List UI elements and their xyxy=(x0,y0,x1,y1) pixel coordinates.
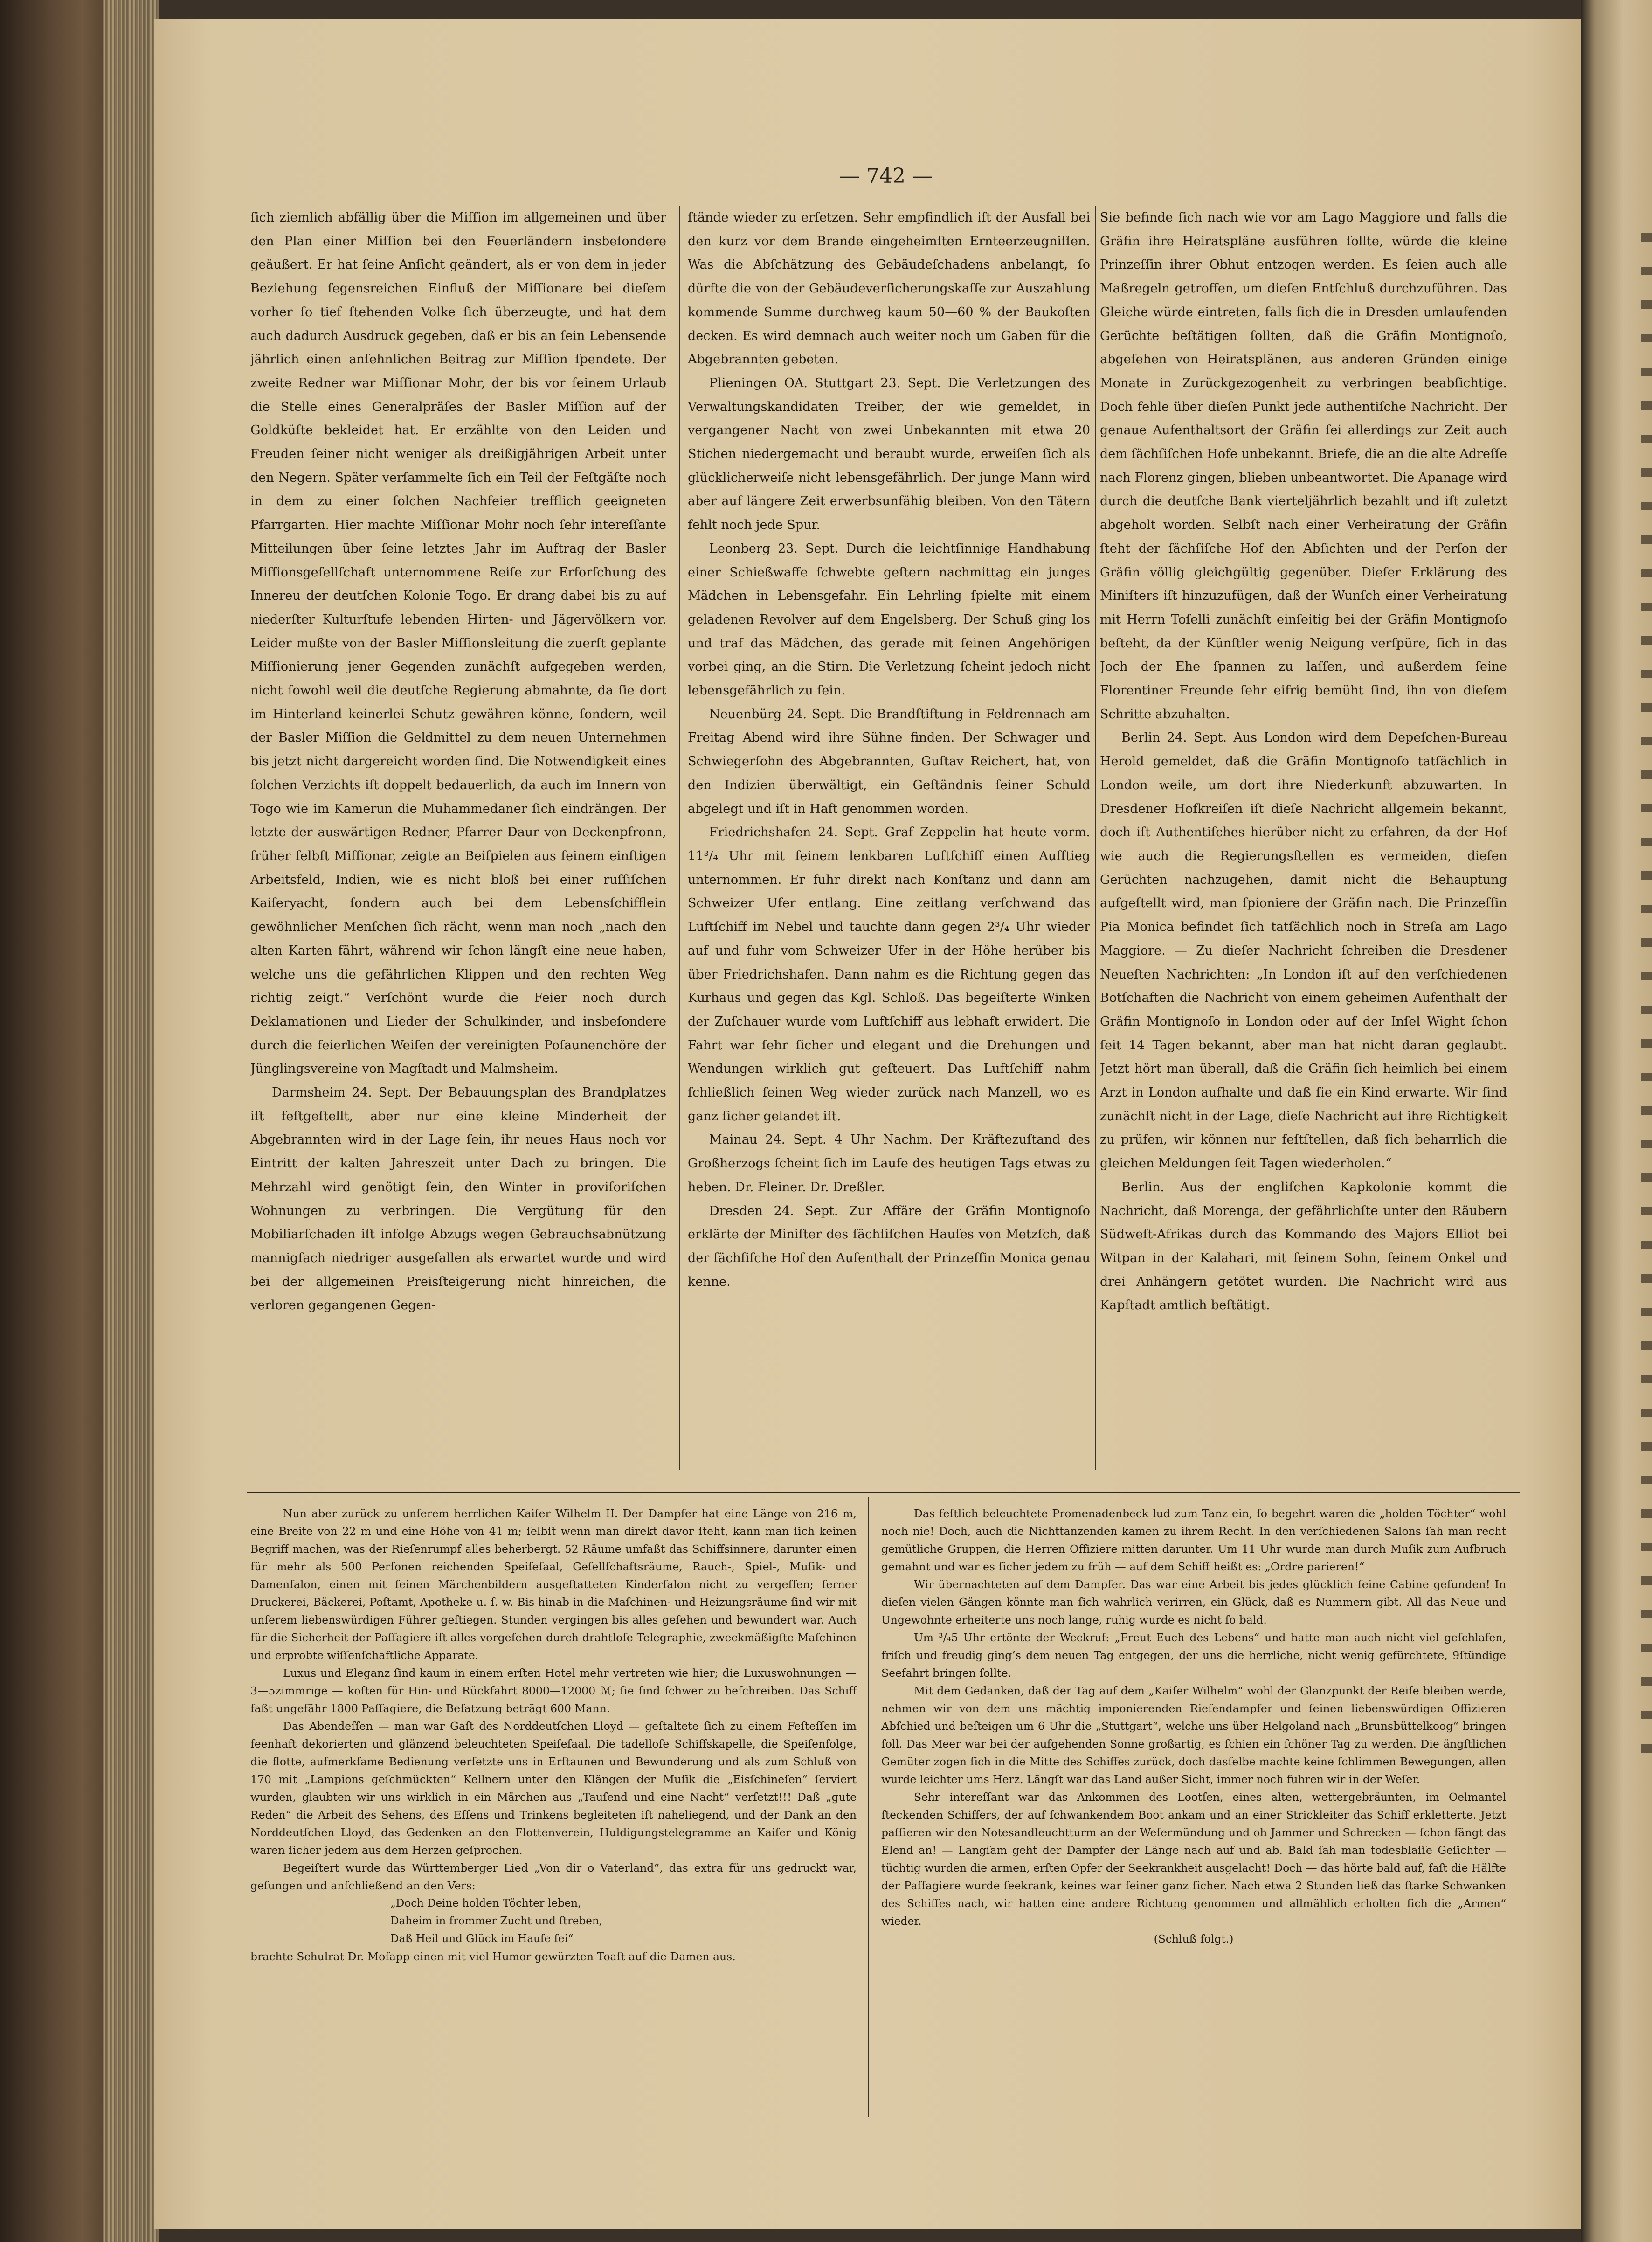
article-column-2 xyxy=(688,206,1090,1456)
feuilleton-column-left xyxy=(250,1505,857,2139)
verse-line: „Doch Deine holden Töchter leben, xyxy=(390,1897,581,1909)
verse-line: Daß Heil und Glück im Hauſe ſei“ xyxy=(390,1933,574,1945)
paragraph: Neuenbürg 24. Sept. Die Brandſtiftung in Feldrennach am Freitag Abend wird ihre Sühne finden. Der Schwager und Schwiegerſohn des Abgebrannten, Guſtav Reichert, hat, von den Indizien überwältigt, ein Geſtändnis ſeiner Schuld abgelegt und iſt in Haft genommen worden. xyxy=(688,707,1090,816)
paragraph: ſich ziemlich abfällig über die Miſſion im allgemeinen und über den Plan einer Miſſion bei den Feuerländern insbeſondere geäußert. Er hat ſeine Anſicht geändert, als er von dem in jeder Beziehung ſegensreichen Einfluß der Miſſionare bei dieſem vorher ſo tief ſtehenden Volke ſich überzeugte, und hat dem auch dadurch Ausdruck gegeben, daß er bis an ſein Lebensende jährlich einen anſehnlichen Beitrag zur Miſſion ſpendete. Der zweite Redner war Miſſionar Mohr, der bis vor ſeinem Urlaub die Stelle eines Generalpräſes der Basler Miſſion auf der Goldküſte bekleidet hat. Er erzählte von den Leiden und Freuden ſeiner nicht weniger als dreißigjährigen Arbeit unter den Negern. Später verſammelte ſich ein Teil der Feſtgäſte noch in dem zu einer ſolchen Nachfeier trefflich geeigneten Pfarrgarten. Hier machte Miſſionar Mohr noch ſehr intereſſante Mitteilungen über ſeine letztes Jahr im Auftrag der Basler Miſſionsgeſellſchaft unternommene Reiſe zur Erforſchung des Innereu der deutſchen Kolonie Togo. Er drang dabei bis zu auf niederſter Kulturſtufe lebenden Hirten- und Jägervölkern vor. Leider mußte von der Basler Miſſionsleitung die zuerſt geplante Miſſionierung jener Gegenden zunächſt aufgegeben werden, nicht ſowohl weil die deutſche Regierung abmahnte, da ſie dort im Hinterland keinerlei Schutz gewähren könne, ſondern, weil der Basler Miſſion die Geldmittel zu dem neuen Unternehmen bis jetzt nicht dargereicht worden ſind. Die Notwendigkeit eines ſolchen Verzichts iſt doppelt bedauerlich, da auch im Innern von Togo wie im Kamerun die Muhammedaner ſich eindrängen. Der letzte der auswärtigen Redner, Pfarrer Daur von Deckenpfronn, früher ſelbſt Miſſionar, zeigte an Beiſpielen aus ſeinem einſtigen Arbeitsfeld, Indien, wie es nicht bloß bei einer ruſſiſchen Kaiſeryacht, ſondern auch bei dem Lebensſchifflein gewöhnlicher Menſchen ſich rächt, wenn man noch „nach den alten Karten fährt, während wir ſchon längſt eine neue haben, welche uns die gefährlichen Klippen und den rechten Weg richtig zeigt.“ Verſchönt wurde die Feier noch durch Deklamationen und Lieder der Schulkinder, und insbeſondere durch die feierlichen Weiſen der vereinigten Poſaunenchöre der Jünglingsvereine von Magſtadt und Malmsheim. xyxy=(250,210,666,1076)
paragraph: Sehr intereſſant war das Ankommen des Lootſen, eines alten, wettergebräunten, im Oelmantel ſteckenden Schiffers, der auf ſchwankendem Boot ankam und an einer Strickleiter das Schiff erkletterte. Jetzt paſſieren wir den Notesandleuchtturm an der Weſermündung und oh Jammer und Schrecken — ſchon fängt das Elend an! — Langſam geht der Dampfer der Länge nach auf und ab. Bald ſah man todesblaſſe Geſichter — tüchtig wurden die armen, erſten Opfer der Seekrankheit ausgelacht! Doch — das hörte bald auf, faſt die Hälfte der Paſſagiere wurde ſeekrank, keines war ſeiner ganz ſicher. Nach etwa 2 Stunden ließ das ſtarke Schwanken des Schiffes nach, wir hatten eine andere Richtung genommen und allmählich erholten ſich die „Armen“ wieder. xyxy=(881,1791,1506,1928)
column-divider xyxy=(1095,206,1096,1470)
adjacent-page-text-strip xyxy=(1641,233,1652,1772)
feuilleton-column-divider xyxy=(868,1497,869,2117)
continuation-note: (Schluß folgt.) xyxy=(1154,1932,1234,1945)
page-edges xyxy=(103,0,159,2242)
paragraph: Dresden 24. Sept. Zur Affäre der Gräfin Montignoſo erklärte der Miniſter des ſächſiſchen Hauſes von Metzſch, daß der ſächſiſche Hof den Aufenthalt der Prinzeſſin Monica genau kenne. xyxy=(688,1203,1090,1289)
paragraph: brachte Schulrat Dr. Moſapp einen mit viel Humor gewürzten Toaſt auf die Damen aus. xyxy=(250,1950,736,1963)
paragraph: Nun aber zurück zu unſerem herrlichen Kaiſer Wilhelm II. Der Dampfer hat eine Länge von 216 m, eine Breite von 22 m und eine Höhe von 41 m; ſelbſt wenn man direkt davor ſteht, kann man ſich keinen Begriff machen, was der Rieſenrumpf alles beherbergt. 52 Räume umfaßt das Schiffsinnere, darunter einen für mehr als 500 Perſonen reichenden Speiſeſaal, Geſellſchaftsräume, Rauch-, Spiel-, Muſik- und Damenſalon, einen mit ſeinen Märchenbildern ausgeſtatteten Kinderſalon nicht zu vergeſſen; ferner Druckerei, Bäckerei, Poſtamt, Apotheke u. ſ. w. Bis hinab in die Maſchinen- und Heizungsräume ſind wir mit unſerem liebenswürdigen Führer geſtiegen. Stunden vergingen bis alles geſehen und bewundert war. Auch für die Sicherheit der Paſſagiere iſt alles vorgeſehen durch drahtloſe Telegraphie, zweckmäßigſte Maſchinen und erprobte wiſſenſchaftliche Apparate. xyxy=(250,1507,857,1662)
paragraph: Mainau 24. Sept. 4 Uhr Nachm. Der Kräftezuſtand des Großherzogs ſcheint ſich im Laufe des heutigen Tags etwas zu heben. Dr. Fleiner. Dr. Dreßler. xyxy=(688,1132,1090,1194)
article-column-3 xyxy=(1100,206,1507,1456)
paragraph: Wir übernachteten auf dem Dampfer. Das war eine Arbeit bis jedes glücklich ſeine Cabine gefunden! In dieſen vielen Gängen könnte man ſich wahrlich verirren, ein Glück, daß es Nummern gibt. All das Neue und Ungewohnte erheiterte uns noch lange, ruhig wurde es nicht ſo bald. xyxy=(881,1578,1506,1626)
article-column-1 xyxy=(250,206,666,1456)
paragraph: Sie befinde ſich nach wie vor am Lago Maggiore und falls die Gräfin ihre Heiratspläne ausführen ſollte, würde die kleine Prinzeſſin ihrer Obhut entzogen werden. Es ſeien auch alle Maßregeln getroffen, um dieſen Entſchluß durchzuführen. Das Gleiche würde eintreten, falls ſich die in Dresden umlaufenden Gerüchte beſtätigen ſollten, daß die Gräfin Montignoſo, abgeſehen von Heiratsplänen, aus anderen Gründen einige Monate in Zurückgezogenheit zu verbringen beabſichtige. Doch fehle über dieſen Punkt jede authentiſche Nachricht. Der genaue Aufenthaltsort der Gräfin ſei allerdings zur Zeit auch dem ſächſiſchen Hofe unbekannt. Briefe, die an die alte Adreſſe nach Florenz gingen, blieben unbeantwortet. Die Apanage wird durch die deutſche Bank vierteljährlich bezahlt und iſt zuletzt abgeholt worden. Selbſt nach einer Verheiratung der Gräfin ſteht der ſächſiſche Hof den Abſichten und der Perſon der Gräfin völlig gleichgültig gegenüber. Dieſer Erklärung des Miniſters iſt hinzuzufügen, daß der Wunſch einer Verheiratung mit Herrn Toſelli zunächſt einſeitig bei der Gräfin Montignoſo beſteht, da der Künſtler wenig Neigung verſpüre, ſich in das Joch der Ehe ſpannen zu laſſen, und außerdem ſeine Florentiner Freunde ſehr eifrig bemüht ſind, ihn von dieſem Schritte abzuhalten. xyxy=(1100,210,1507,722)
paragraph: Um ³/₄5 Uhr ertönte der Weckruf: „Freut Euch des Lebens“ und hatte man auch nicht viel geſchlafen, friſch und freudig ging’s dem neuen Tag entgegen, der uns die herrliche, nicht wenig gefürchtete, 9ſtündige Seefahrt bringen ſollte. xyxy=(881,1631,1506,1680)
paragraph: ſtände wieder zu erſetzen. Sehr empfindlich iſt der Ausfall bei den kurz vor dem Brande eingeheimſten Ernteerzeugniſſen. Was die Abſchätzung des Gebäudeſchadens anbelangt, ſo dürfte die von der Gebäudeverſicherungskaſſe zur Auszahlung kommende Summe durchweg kaum 50—60 % der Baukoſten decken. Es wird demnach auch weiter noch um Gaben für die Abgebrannten gebeten. xyxy=(688,210,1090,367)
paragraph: Leonberg 23. Sept. Durch die leichtſinnige Handhabung einer Schießwaffe ſchwebte geſtern nachmittag ein junges Mädchen in Lebensgefahr. Ein Lehrling ſpielte mit einem geladenen Revolver auf dem Engelsberg. Der Schuß ging los und traf das Mädchen, das gerade mit ſeinen Angehörigen vorbei ging, an die Stirn. Die Verletzung ſcheint jedoch nicht lebensgefährlich zu ſein. xyxy=(688,541,1090,698)
paragraph: Darmsheim 24. Sept. Der Bebauungsplan des Brandplatzes iſt feſtgeſtellt, aber nur eine kleine Minderheit der Abgebrannten wird in der Lage ſein, ihr neues Haus noch vor Eintritt der kalten Jahreszeit unter Dach zu bringen. Die Mehrzahl wird genötigt ſein, den Winter in proviſoriſchen Wohnungen zu verbringen. Die Vergütung für den Mobiliarſchaden iſt infolge Abzugs wegen Gebrauchsabnützung mannigfach niedriger ausgefallen als erwartet wurde und wird bei der allgemeinen Preisſteigerung nicht hinreichen, die verloren gegangenen Gegen- xyxy=(250,1085,666,1313)
paragraph: Begeiſtert wurde das Württemberger Lied „Von dir o Vaterland“, das extra für uns gedruckt war, geſungen und anſchließend an den Vers: xyxy=(250,1861,857,1892)
paragraph: Berlin 24. Sept. Aus London wird dem Depeſchen-Bureau Herold gemeldet, daß die Gräfin Montignoſo tatſächlich in London weile, um dort ihre Niederkunft abzuwarten. In Dresdener Hofkreiſen iſt dieſe Nachricht allgemein bekannt, doch iſt Authentiſches hierüber nicht zu erfahren, da der Hof wie auch die Regierungsſtellen es vermeiden, dieſen Gerüchten nachzugehen, damit nicht die Behauptung aufgeſtellt wird, man ſpioniere der Gräfin nach. Die Prinzeſſin Pia Monica befindet ſich tatſächlich noch in Streſa am Lago Maggiore. — Zu dieſer Nachricht ſchreiben die Dresdener Neueſten Nachrichten: „In London iſt auf den verſchiedenen Botſchaften die Nachricht von einem geheimen Aufenthalt der Gräfin Montignoſo in London oder auf der Inſel Wight ſchon ſeit 14 Tagen bekannt, aber man hat nicht daran geglaubt. Jetzt hört man überall, daß die Gräfin ſich heimlich bei einem Arzt in London aufhalte und daß ſie ein Kind erwarte. Wir ſind zunächſt nicht in der Lage, dieſe Nachricht auf ihre Richtigkeit zu prüfen, wir können nur feſtſtellen, daß ſich beharrlich die gleichen Meldungen ſeit Tagen wiederholen.“ xyxy=(1100,730,1507,1171)
paragraph: Mit dem Gedanken, daß der Tag auf dem „Kaiſer Wilhelm“ wohl der Glanzpunkt der Reiſe bleiben werde, nehmen wir von dem uns mächtig imponierenden Rieſendampfer und ſeinen liebenswürdigen Offizieren Abſchied und beſteigen um 6 Uhr die „Stuttgart“, welche uns über Helgoland nach „Brunsbüttelkoog“ bringen ſoll. Das Meer war bei der aufgehenden Sonne großartig, es ſchien ein ſchöner Tag zu werden. Die ängſtlichen Gemüter zogen ſich in die Mitte des Schiffes zurück, doch dasſelbe machte keine ſchlimmen Bewegungen, allen wurde leichter ums Herz. Längſt war das Land außer Sicht, immer noch fuhren wir in der Weſer. xyxy=(881,1684,1506,1786)
verse-line: Daheim in frommer Zucht und ſtreben, xyxy=(390,1915,602,1927)
paragraph: Luxus und Eleganz ſind kaum in einem erſten Hotel mehr vertreten wie hier; die Luxuswohnungen — 3—5zimmrige — koſten für Hin- und Rückfahrt 8000—12000 ℳ; ſie ſind ſchwer zu beſchreiben. Das Schiff faßt ungefähr 1800 Paſſagiere, die Beſatzung beträgt 600 Mann. xyxy=(250,1666,857,1715)
paragraph: Berlin. Aus der engliſchen Kapkolonie kommt die Nachricht, daß Morenga, der gefährlichſte unter den Räubern Südweſt-Afrikas durch das Kommando des Majors Elliot bei Witpan in der Kalahari, mit ſeinem Sohn, ſeinem Onkel und drei Anhängern getötet wurden. Die Nachricht wird aus Kapſtadt amtlich beſtätigt. xyxy=(1100,1180,1507,1313)
paragraph: Friedrichshafen 24. Sept. Graf Zeppelin hat heute vorm. 11³/₄ Uhr mit ſeinem lenkbaren Luftſchiff einen Aufſtieg unternommen. Er fuhr direkt nach Konſtanz und dann am Schweizer Ufer entlang. Eine zeitlang verſchwand das Luftſchiff im Nebel und tauchte dann gegen 2³/₄ Uhr wieder auf und fuhr vom Schweizer Ufer in der Höhe herüber bis über Friedrichshafen. Dann nahm es die Richtung gegen das Kurhaus und gegen das Kgl. Schloß. Das begeiſterte Winken der Zuſchauer wurde vom Luftſchiff aus lebhaft erwidert. Die Fahrt war ſehr ſicher und elegant und die Drehungen und Wendungen wirklich gut geſteuert. Das Luftſchiff nahm ſchließlich ſeinen Weg wieder zurück nach Manzell, wo es ganz ſicher gelandet iſt. xyxy=(688,825,1090,1124)
feuilleton-column-right xyxy=(881,1505,1506,2139)
paragraph: Plieningen OA. Stuttgart 23. Sept. Die Verletzungen des Verwaltungskandidaten Treiber, der wie gemeldet, in vergangener Nacht von zwei Unbekannten mit etwa 20 Stichen niedergemacht und beraubt wurde, erweiſen ſich als glücklicherweiſe nicht lebensgefährlich. Der junge Mann wird aber auf längere Zeit erwerbsunfähig bleiben. Von den Tätern fehlt noch jede Spur. xyxy=(688,375,1090,533)
column-divider xyxy=(679,206,680,1470)
paragraph: Das Abendeſſen — man war Gaſt des Norddeutſchen Lloyd — geſtaltete ſich zu einem Feſteſſen im feenhaft dekorierten und glänzend beleuchteten Speiſeſaal. Die tadelloſe Schiffskapelle, die Speiſenfolge, die flotte, aufmerkſame Bedienung verſetzte uns in Erſtaunen und Bewunderung und als zum Schluß von 170 mit „Lampions geſchmückten“ Kellnern unter den Klängen der Muſik die „Eisſchineſen“ ſerviert wurden, glaubten wir uns wirklich in ein Märchen aus „Tauſend und eine Nacht“ verſetzt!!! Daß „gute Reden“ die Arbeit des Sehens, des Eſſens und Trinkens begleiteten iſt naheliegend, und der Dank an den Norddeutſchen Lloyd, das Gedenken an den Flottenverein, Huldigungstelegramme an Kaiſer und König waren ſicher jedem aus dem Herzen geſprochen. xyxy=(250,1720,857,1857)
page-number: — 742 — xyxy=(839,164,933,188)
feuilleton-divider xyxy=(247,1492,1520,1493)
paragraph: Das feſtlich beleuchtete Promenadenbeck lud zum Tanz ein, ſo begehrt waren die „holden Töchter“ wohl noch nie! Doch, auch die Nichttanzenden kamen zu ihrem Recht. In den verſchiedenen Salons ſah man recht gemütliche Gruppen, die Herren Offiziere mitten darunter. Um 11 Uhr wurde man durch Muſik zum Aufbruch gemahnt und war es ſicher jedem zu früh — auf dem Schiff heißt es: „Ordre parieren!“ xyxy=(881,1507,1506,1573)
